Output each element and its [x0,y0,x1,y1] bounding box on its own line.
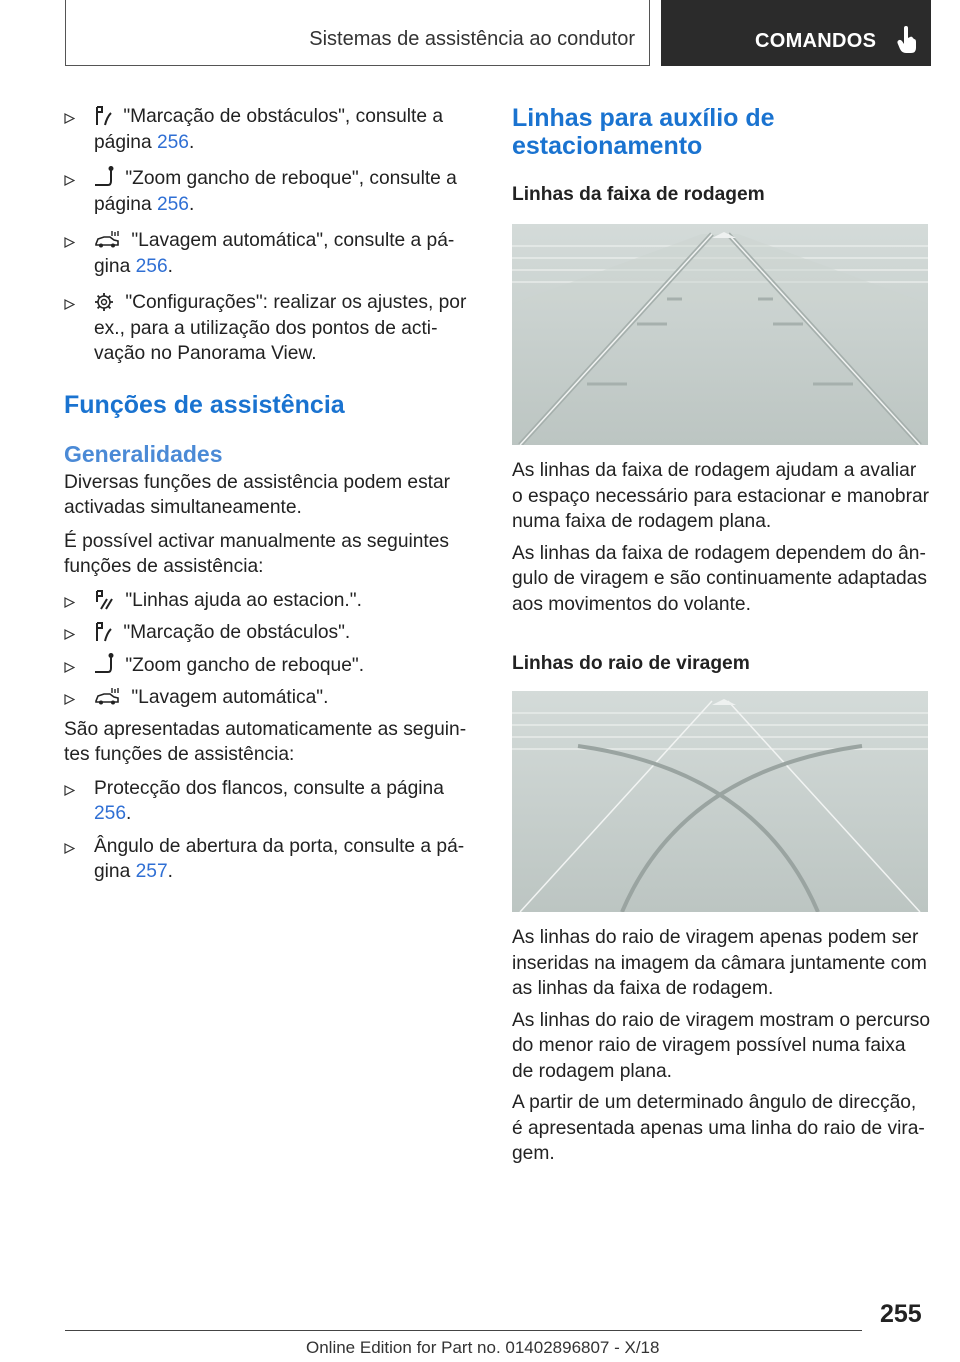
list-item: "Zoom gancho de reboque". [64,653,476,679]
subsection-heading: Linhas do raio de viragem [512,653,750,674]
obstacle-marking-icon [94,622,112,642]
bullet-triangle-icon [64,785,75,796]
right-column [512,104,932,1167]
tow-hitch-icon [94,166,114,188]
bullet-triangle-icon [64,629,75,640]
paragraph: A partir de um determinado ângulo de direcção, é apresentada apenas uma linha do raio de viragem. [512,1092,925,1164]
bullet-triangle-icon [64,597,75,608]
subsection-heading: Generalidades [64,440,223,467]
parking-lines-icon [94,590,114,610]
turning-radius-illustration [512,691,928,912]
list-item: "Zoom gancho de reboque", consulte a página 256. [64,166,476,217]
section-heading: Linhas para auxílio de estacionamento [512,104,775,160]
left-column [64,100,476,885]
pointing-hand-icon [897,26,917,54]
paragraph: As linhas da faixa de rodagem dependem do ângulo de viragem e são continuamente adaptadas aos movimentos do volante. [512,542,927,615]
list-item: "Linhas ajuda ao estacion.". [64,588,476,614]
list-item: "Marcação de obstáculos", consulte a página 256. [64,104,476,155]
list-item: Protecção dos flancos, consulte a página 256. [64,776,476,827]
bullet-triangle-icon [64,237,75,248]
page-link[interactable]: 256 [156,193,189,215]
section-heading: Funções de assistência [64,390,345,419]
bullet-triangle-icon [64,662,75,673]
list-item: "Lavagem automática", consulte a página 256. [64,228,476,279]
footer-edition: Online Edition for Part no. 01402896807 - X/18 [306,1338,660,1357]
paragraph: Diversas funções de assistência podem estar activadas simultaneamente. [64,471,451,518]
page-link[interactable]: 256 [135,255,168,277]
list-item: Ângulo de abertura da porta, consulte a página 257. [64,834,476,885]
bullet-triangle-icon [64,694,75,705]
header-chapter-label: COMANDOS [755,30,877,52]
paragraph: É possível activar manualmente as seguintes funções de assistência: [64,530,450,577]
bullet-triangle-icon [64,113,75,124]
bullet-triangle-icon [64,299,75,310]
header-chapter-tab [661,0,931,66]
tow-hitch-icon [94,653,114,675]
list-item: "Configurações": realizar os ajustes, por ex., para a utilização dos pontos de activação no Panorama View. [64,290,476,367]
bullet-triangle-icon [64,175,75,186]
paragraph: As linhas do raio de viragem mostram o percurso do menor raio de viragem possível numa faixa de rodagem plana. [512,1009,931,1082]
header-section-box [65,0,650,66]
lane-lines-illustration [512,224,928,445]
page-link[interactable]: 256 [94,803,127,824]
list-item: "Marcação de obstáculos". [64,620,476,646]
car-wash-icon [94,230,120,250]
paragraph: São apresentadas automaticamente as seguintes funções de assistência: [64,718,467,765]
page-link[interactable]: 257 [135,861,168,882]
footer-divider [65,1330,862,1331]
paragraph: As linhas da faixa de rodagem ajudam a avaliar o espaço necessário para estacionar e manobrar numa faixa de rodagem plana. [512,460,930,532]
page-number: 255 [880,1300,922,1328]
list-item: "Lavagem automática". [64,685,476,711]
car-wash-icon [94,687,120,707]
obstacle-marking-icon [94,106,112,126]
paragraph: As linhas do raio de viragem apenas podem ser inseridas na imagem da câmara juntamente com as linhas da faixa de rodagem. [512,927,927,999]
header-section-title: Sistemas de assistência ao condutor [309,28,635,50]
page-link[interactable]: 256 [156,131,189,153]
settings-gear-icon [94,292,114,312]
bullet-triangle-icon [64,843,75,854]
subsection-heading: Linhas da faixa de rodagem [512,184,765,205]
